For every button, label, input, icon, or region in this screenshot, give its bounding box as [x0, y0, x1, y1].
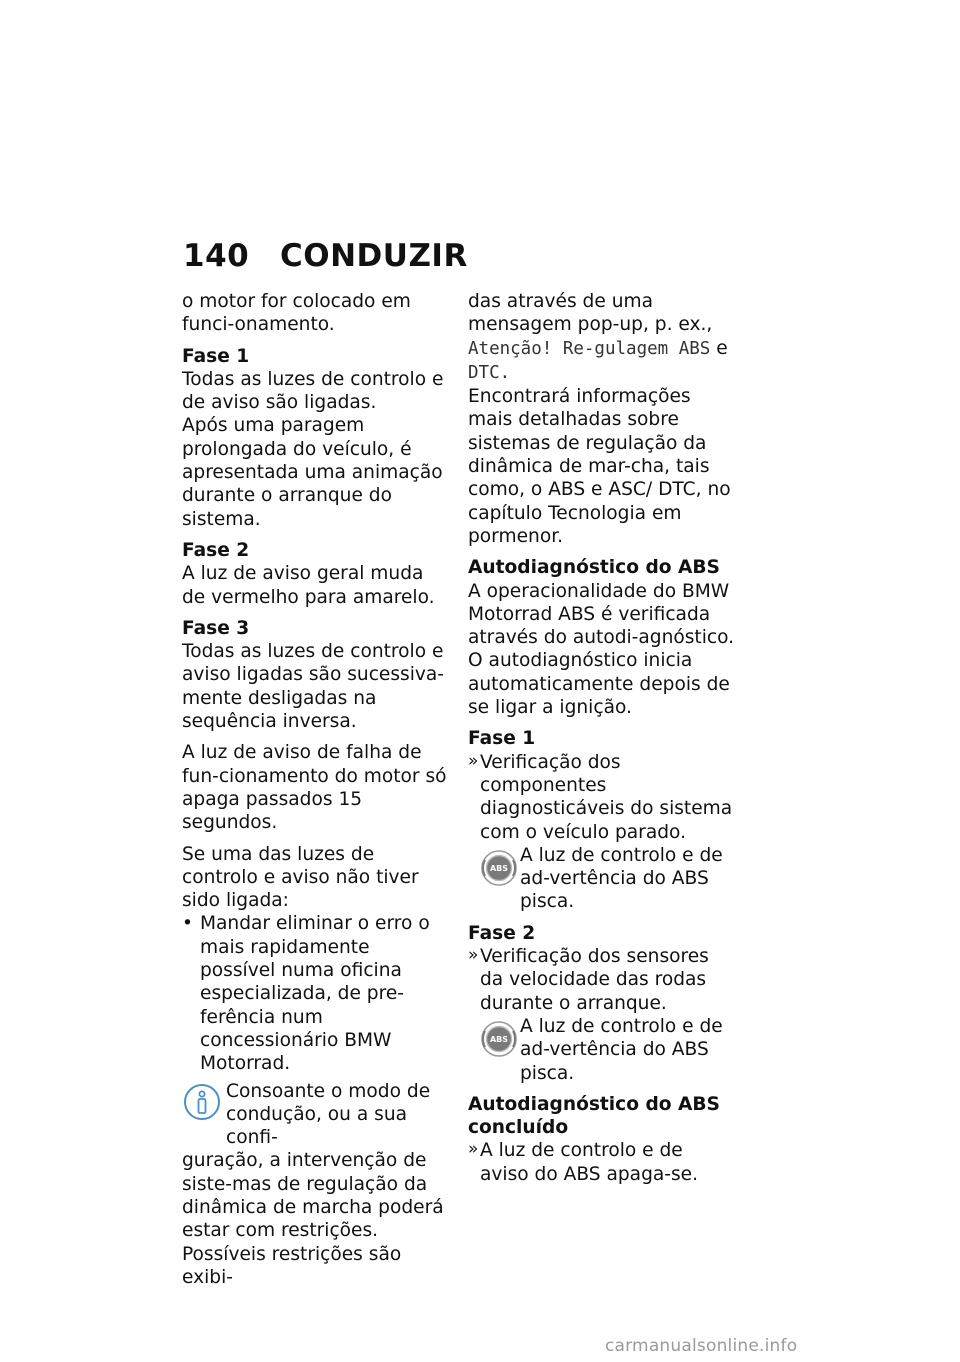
abs-icon-label: ABS — [489, 864, 509, 874]
possible-restrictions: Possíveis restrições são exibi- — [182, 1243, 402, 1288]
message-code-2: DTC. — [468, 362, 511, 383]
intro-text: o motor for colocado em funci-onamento. — [182, 291, 411, 336]
more-info-text: Encontrará informações mais detalhadas sobre sistemas de regulação da dinâmica de mar-cha, tais como, o ABS e ASC/ DTC, no capítulo Tecnologia em pormenor. — [468, 386, 731, 547]
abs-fase2-icon-row — [480, 1015, 736, 1085]
abs-fase1-title: Fase 1 — [468, 728, 536, 750]
cont-and: e — [710, 337, 728, 359]
abs-fase2-icon-text: A luz de controlo e de ad-vertência do ABS pisca. — [520, 1015, 723, 1084]
abs-fase2-step-text: Verificação dos sensores da velocidade das rodas durante o arranque. — [480, 946, 709, 1014]
message-code-1: Atenção! Re-gulagem ABS — [468, 338, 711, 359]
info-rest: guração, a intervenção de siste-mas de regulação da dinâmica de marcha poderá estar com restrições. — [182, 1150, 444, 1242]
info-line2: condução, ou a sua confi- — [226, 1103, 408, 1149]
continuation-paragraph — [468, 290, 736, 385]
fase3-title: Fase 3 — [182, 617, 250, 639]
arrow-icon: » — [468, 1139, 479, 1160]
abs-warning-icon — [480, 1020, 518, 1058]
bullet-item — [182, 912, 450, 1075]
abs-fase2-title: Fase 2 — [468, 922, 536, 944]
abs-fase2-step — [468, 945, 736, 1085]
abs-icon-label: ABS — [489, 1035, 509, 1045]
fase1-line2: Após uma paragem prolongada do veículo, é apresentada uma animação durante o arranque do sistema. — [182, 415, 443, 530]
fase1-line1: Todas as luzes de controlo e de aviso são ligadas. — [182, 368, 444, 414]
abs-done-heading: Autodiagnóstico do ABS concluído — [468, 1093, 720, 1139]
bullet-text: Mandar eliminar o erro o mais rapidamente possível numa oficina especializada, de pre-ferência num concessionário BMW Motorrad. — [200, 913, 430, 1075]
not-lit-paragraph: Se uma das luzes de controlo e aviso não tiver sido ligada: — [182, 843, 419, 912]
abs-fase1-icon-row — [480, 844, 736, 914]
cont-text: das através de uma mensagem pop-up, p. ex., — [468, 291, 713, 336]
abs-done-step-text: A luz de controlo e de aviso do ABS apaga-se. — [480, 1140, 699, 1185]
arrow-icon: » — [468, 945, 479, 966]
abs-selfdiag-text: A operacionalidade do BMW Motorrad ABS é verificada através do autodi-agnóstico. O autodiagnóstico inicia automaticamente depois de se ligar a ignição. — [468, 580, 735, 719]
abs-fase1-icon-text: A luz de controlo e de ad-vertência do ABS pisca. — [520, 844, 723, 913]
fase2-title: Fase 2 — [182, 539, 250, 561]
arrow-icon: » — [468, 750, 479, 771]
chapter-title: CONDUZIR — [280, 238, 468, 274]
bullet-dot: • — [182, 913, 193, 935]
left-column — [182, 290, 450, 1289]
failure-light-paragraph: A luz de aviso de falha de fun-cionamento do motor só apaga passados 15 segundos. — [182, 742, 447, 834]
abs-done-step — [468, 1139, 736, 1186]
abs-selfdiag-heading: Autodiagnóstico do ABS — [468, 557, 720, 579]
abs-fase1-step-text: Verificação dos componentes diagnosticáveis do sistema com o veículo parado. — [480, 751, 733, 843]
abs-fase1-step — [468, 751, 736, 914]
fase2-text: A luz de aviso geral muda de vermelho para amarelo. — [182, 563, 435, 608]
info-note — [182, 1080, 450, 1243]
info-line1: Consoante o modo de — [226, 1080, 431, 1102]
page-number: 140 — [183, 238, 250, 274]
info-icon — [182, 1082, 222, 1122]
abs-warning-icon — [480, 849, 518, 887]
footer-watermark: carmanualsonline.info — [605, 1336, 798, 1356]
fase3-text: Todas as luzes de controlo e aviso ligadas são sucessiva-mente desligadas na sequência inversa. — [182, 641, 445, 733]
fase1-title: Fase 1 — [182, 345, 250, 367]
right-column — [468, 290, 736, 1186]
